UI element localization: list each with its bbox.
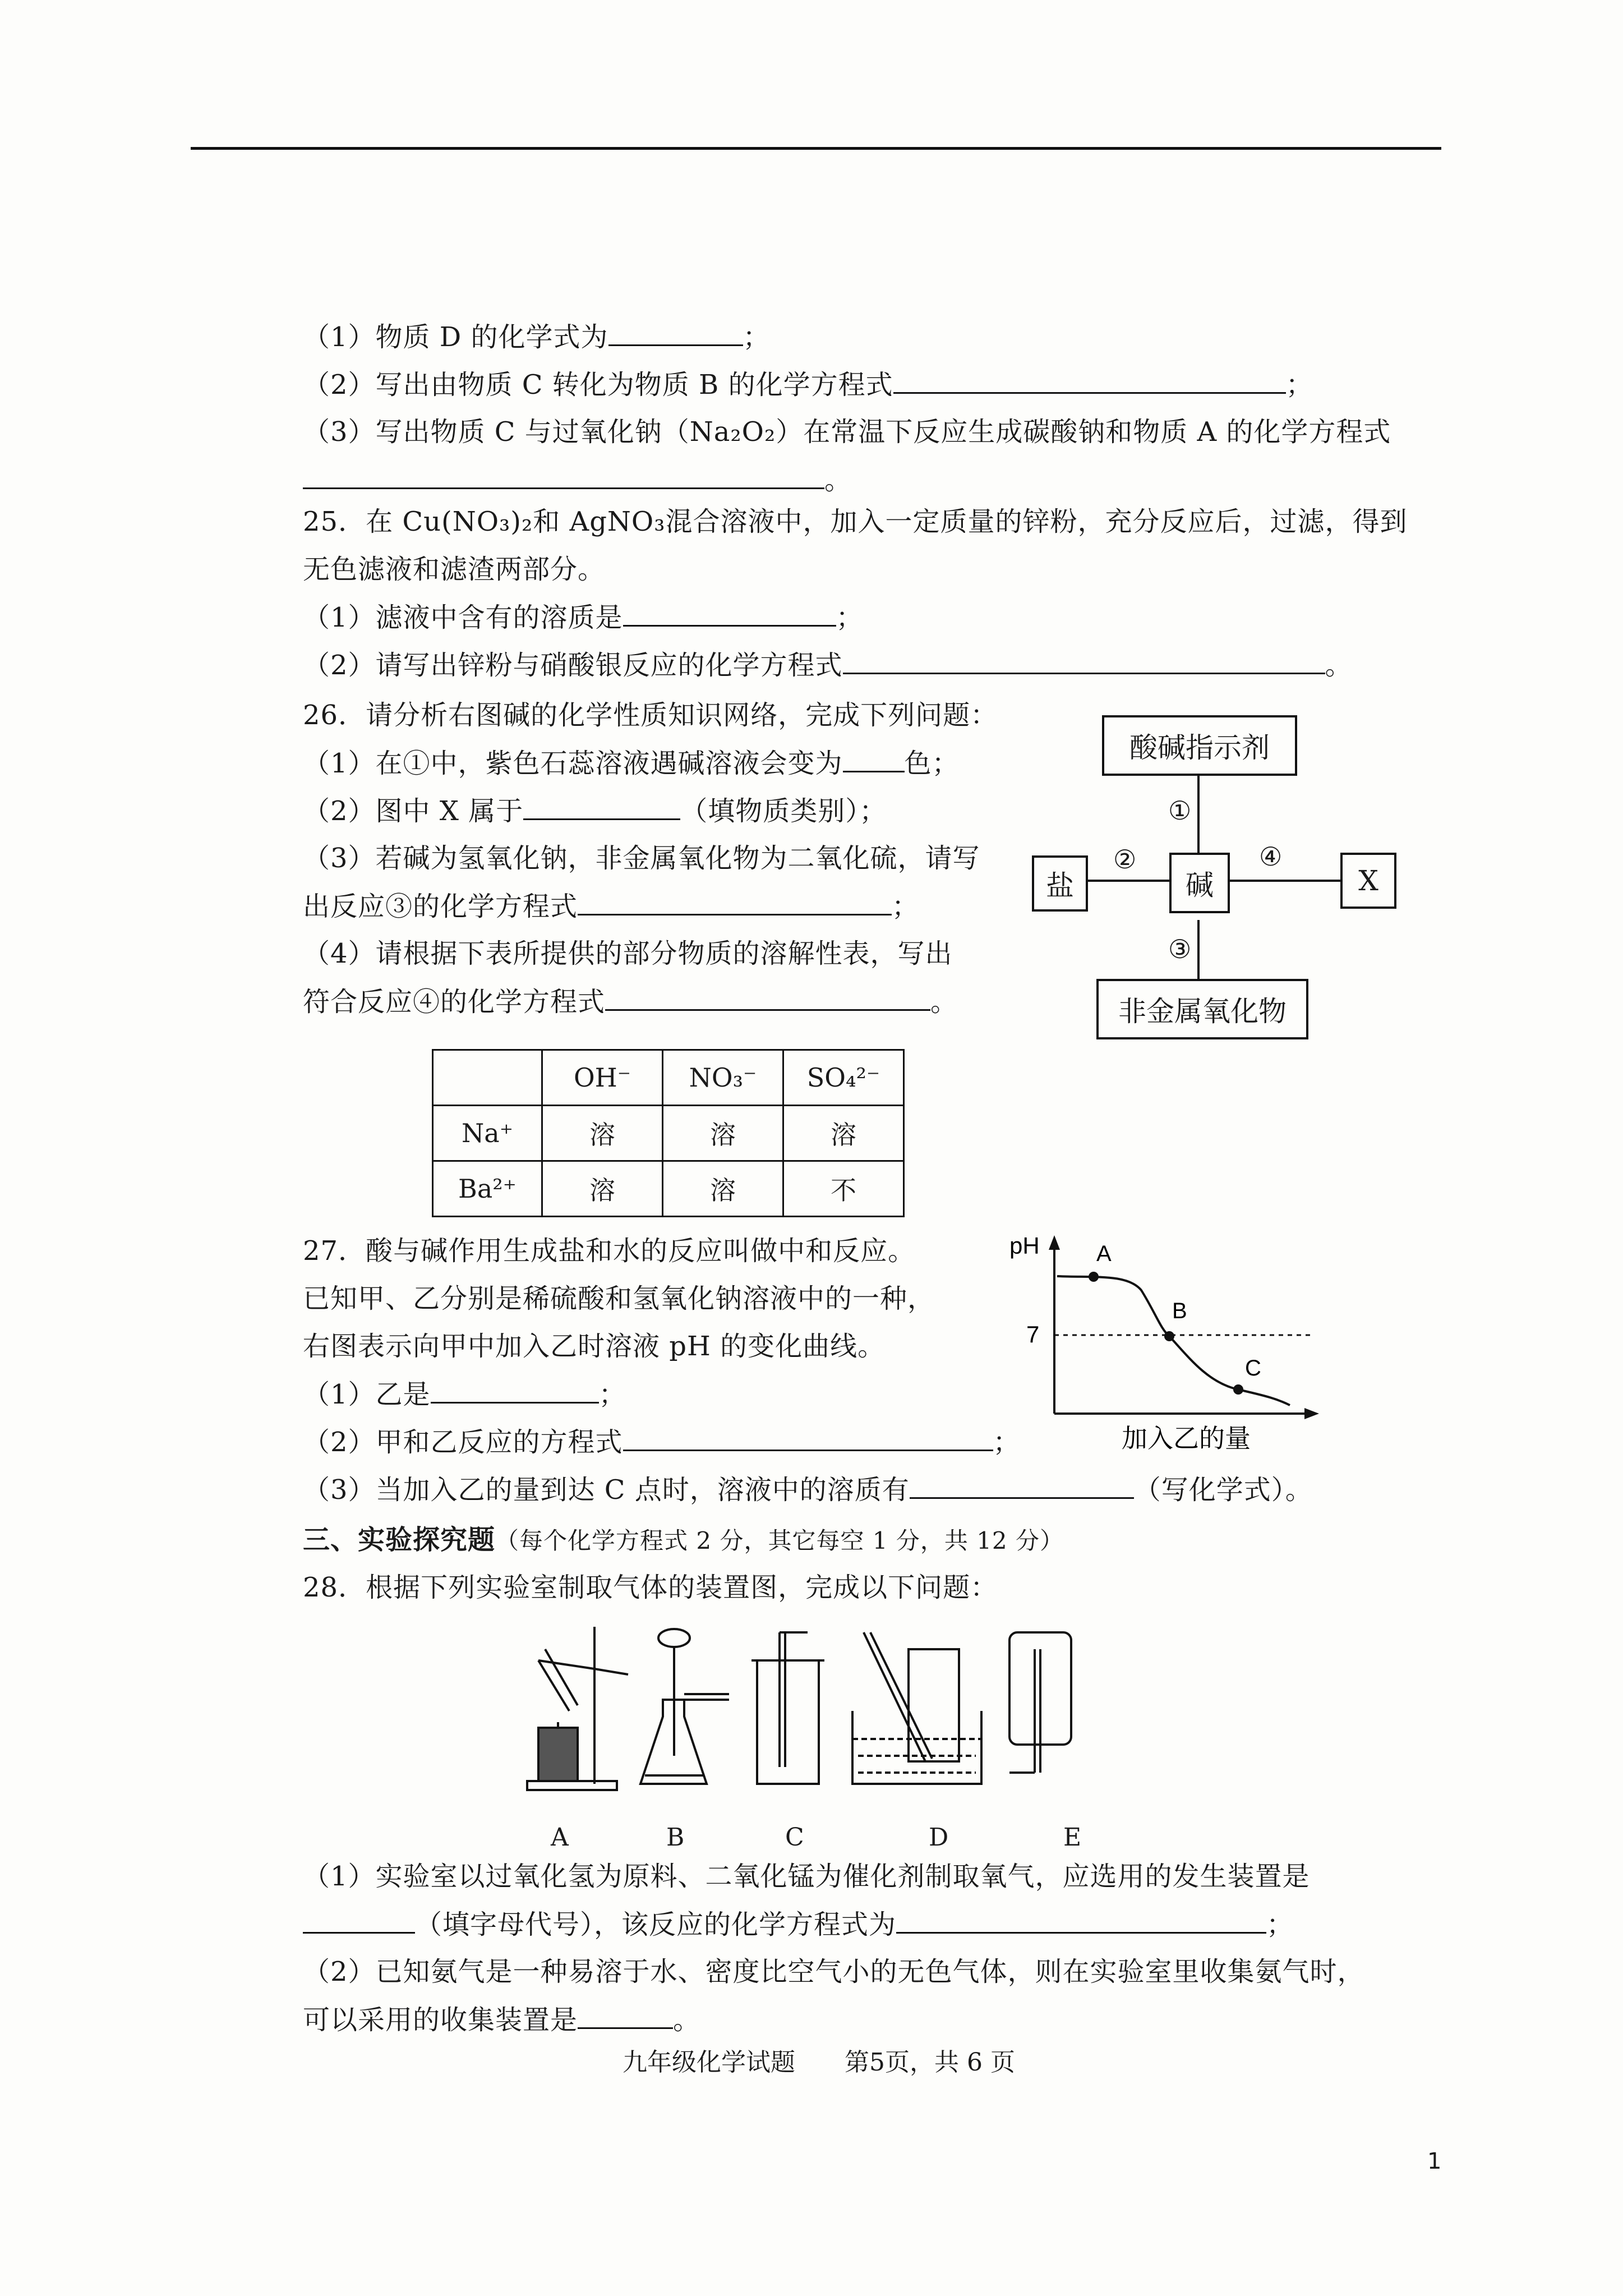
diagram-box-base: 碱 [1169, 853, 1230, 913]
table-cell: Na⁺ [433, 1106, 542, 1161]
y-axis-label: pH [1009, 1232, 1040, 1259]
q26-part2-text: （2）图中 X 属于 [303, 795, 524, 827]
page-footer: 九年级化学试题 第5页，共 6 页 [623, 2048, 1015, 2077]
q28-part2-cont [303, 2003, 700, 2037]
q25-stem-2: 无色滤液和滤渣两部分。 [303, 554, 606, 585]
answer-blank[interactable] [303, 1907, 415, 1934]
q25-part2-text: （2）请写出锌粉与硝酸银反应的化学方程式 [303, 650, 843, 681]
q27-part1-text: （1）乙是 [303, 1379, 431, 1410]
x-axis-label: 加入乙的量 [1122, 1423, 1251, 1453]
q26-part1 [303, 746, 960, 780]
x-axis-arrow [1304, 1408, 1319, 1419]
q24-part3-text: （3）写出物质 C 与过氧化钠（Na₂O₂）在常温下反应生成碳酸钠和物质 A 的化学方程式 [303, 416, 1391, 448]
table-row [433, 1161, 904, 1217]
apparatus-label-b: B [666, 1823, 685, 1852]
q26-part1-end: 色； [904, 748, 960, 779]
y-axis-arrow [1049, 1235, 1060, 1250]
q26-part3-cont [303, 889, 919, 923]
q24-part3-end: 。 [824, 464, 852, 496]
table-row [433, 1050, 904, 1106]
q27-stem-3: 右图表示向甲中加入乙时溶液 pH 的变化曲线。 [303, 1331, 886, 1362]
table-header: NO₃⁻ [663, 1050, 783, 1106]
answer-blank[interactable] [608, 320, 743, 346]
table-cell: 溶 [663, 1161, 783, 1217]
q28-part2-text: 可以采用的收集装置是 [303, 2004, 578, 2036]
diagram-label-4: ④ [1259, 841, 1283, 872]
diagram-connector [1197, 774, 1200, 853]
lab-apparatus-figure [516, 1616, 1122, 1818]
apparatus-b [640, 1629, 729, 1784]
diagram-connector [1085, 880, 1169, 882]
q24-part1-text: （1）物质 D 的化学式为 [303, 321, 608, 353]
q28-part1-text: （填字母代号），该反应的化学方程式为 [415, 1909, 897, 1940]
diagram-box-x: X [1340, 853, 1396, 909]
q28-part2: （2）已知氨气是一种易溶于水、密度比空气小的无色气体，则在实验室里收集氨气时， [303, 1956, 1365, 1987]
answer-blank[interactable] [578, 889, 892, 915]
q28-part1: （1）实验室以过氧化氢为原料、二氧化锰为催化剂制取氧气，应选用的发生装置是 [303, 1861, 1310, 1892]
solubility-table [432, 1049, 905, 1217]
q25-part2 [303, 648, 1353, 682]
q25-part2-end: 。 [1325, 650, 1353, 681]
q26-part3-end: ； [892, 891, 920, 922]
q24-part2-end: ； [1285, 369, 1313, 401]
table-cell [433, 1050, 542, 1106]
answer-blank[interactable] [605, 984, 930, 1011]
diagram-box-indicator: 酸碱指示剂 [1102, 715, 1297, 776]
section-3-heading [303, 1523, 1064, 1558]
apparatus-d [852, 1632, 981, 1784]
diagram-box-nonmetal-oxide: 非金属氧化物 [1096, 979, 1308, 1039]
section-3-note: （每个化学方程式 2 分，其它每空 1 分，共 12 分） [495, 1527, 1064, 1554]
answer-blank[interactable] [623, 1425, 993, 1451]
q25-part1 [303, 600, 864, 634]
q25-part1-text: （1）滤液中含有的溶质是 [303, 602, 623, 633]
ph-7-tick-label: 7 [1026, 1321, 1040, 1347]
q27-part2-end: ； [993, 1427, 1021, 1458]
page-number: 1 [1427, 2148, 1442, 2174]
ph-curve [1057, 1276, 1290, 1405]
apparatus-label-a: A [551, 1823, 569, 1852]
q26-part3: （3）若碱为氢氧化钠，非金属氧化物为二氧化硫，请写 [303, 843, 980, 874]
apparatus-e [1009, 1632, 1071, 1773]
table-cell: 溶 [783, 1106, 904, 1161]
q26-part2 [303, 794, 887, 828]
diagram-label-2: ② [1113, 844, 1137, 875]
q24-part1-end: ； [743, 321, 771, 353]
q26-part2-end: （填物质类别）； [680, 795, 887, 827]
q25-part1-end: ； [836, 602, 864, 633]
q27-part3 [303, 1473, 1313, 1507]
q26-part1-text: （1）在①中，紫色石蕊溶液遇碱溶液会变为 [303, 748, 843, 779]
q26-part3-text: 出反应③的化学方程式 [303, 891, 578, 922]
answer-blank[interactable] [893, 367, 1286, 394]
diagram-label-3: ③ [1168, 934, 1192, 964]
q24-part2 [303, 367, 1313, 402]
table-cell: 不 [783, 1161, 904, 1217]
section-3-title: 三、实验探究题 [303, 1524, 496, 1556]
q26-stem: 26．请分析右图碱的化学性质知识网络，完成下列问题： [303, 700, 998, 731]
answer-blank[interactable] [910, 1473, 1134, 1499]
q28-part1-end: ； [1266, 1909, 1294, 1940]
table-header: SO₄²⁻ [783, 1050, 904, 1106]
apparatus-label-e: E [1063, 1823, 1082, 1852]
q28-part2-end: 。 [673, 2004, 701, 2036]
apparatus-c [751, 1632, 824, 1784]
answer-blank[interactable] [843, 648, 1325, 674]
apparatus-label-c: C [785, 1823, 804, 1852]
q27-part2 [303, 1425, 1021, 1459]
table-cell: 溶 [542, 1161, 663, 1217]
table-header: OH⁻ [542, 1050, 663, 1106]
q24-part3-answer [303, 463, 852, 497]
q28-part1-cont [303, 1907, 1294, 1941]
q27-stem-1: 27．酸与碱作用生成盐和水的反应叫做中和反应。 [303, 1235, 916, 1267]
point-c [1233, 1384, 1243, 1395]
q27-part3-end: （写化学式）。 [1133, 1474, 1313, 1506]
answer-blank[interactable] [431, 1377, 599, 1404]
diagram-label-1: ① [1168, 795, 1192, 826]
answer-blank[interactable] [523, 794, 680, 820]
table-cell: 溶 [663, 1106, 783, 1161]
point-a [1089, 1272, 1099, 1282]
table-cell: 溶 [542, 1106, 663, 1161]
q27-part2-text: （2）甲和乙反应的方程式 [303, 1427, 623, 1458]
q25-stem-1: 25．在 Cu(NO₃)₂和 AgNO₃混合溶液中，加入一定质量的锌粉，充分反应后，过滤，得到 [303, 506, 1408, 537]
q28-stem: 28．根据下列实验室制取气体的装置图，完成以下问题： [303, 1572, 998, 1603]
table-row [433, 1106, 904, 1161]
q24-part3 [303, 415, 1391, 449]
table-cell: Ba²⁺ [433, 1161, 542, 1217]
ph-curve-chart [1009, 1228, 1324, 1453]
q24-part2-text: （2）写出由物质 C 转化为物质 B 的化学方程式 [303, 369, 893, 401]
q27-part1 [303, 1377, 626, 1411]
q27-stem-2: 已知甲、乙分别是稀硫酸和氢氧化钠溶液中的一种， [303, 1283, 935, 1314]
answer-blank[interactable] [623, 600, 836, 627]
q26-part4: （4）请根据下表所提供的部分物质的溶解性表，写出 [303, 938, 953, 969]
point-c-label: C [1245, 1356, 1261, 1381]
point-b-label: B [1172, 1299, 1187, 1323]
answer-blank[interactable] [843, 746, 905, 772]
apparatus-a [527, 1627, 628, 1790]
answer-blank[interactable] [896, 1907, 1266, 1934]
q24-part1 [303, 320, 771, 354]
point-b [1164, 1331, 1174, 1341]
diagram-connector [1228, 880, 1340, 882]
apparatus-label-d: D [929, 1823, 949, 1852]
answer-blank[interactable] [303, 463, 824, 489]
diagram-box-salt: 盐 [1032, 855, 1088, 912]
answer-blank[interactable] [578, 2003, 673, 2029]
point-a-label: A [1096, 1241, 1112, 1266]
q26-part4-end: 。 [930, 986, 958, 1018]
q27-part1-end: ； [598, 1379, 626, 1410]
q26-part4-text: 符合反应④的化学方程式 [303, 986, 606, 1018]
header-rule [191, 147, 1441, 150]
q27-part3-text: （3）当加入乙的量到达 C 点时，溶液中的溶质有 [303, 1474, 910, 1506]
q26-part4-cont [303, 984, 958, 1019]
